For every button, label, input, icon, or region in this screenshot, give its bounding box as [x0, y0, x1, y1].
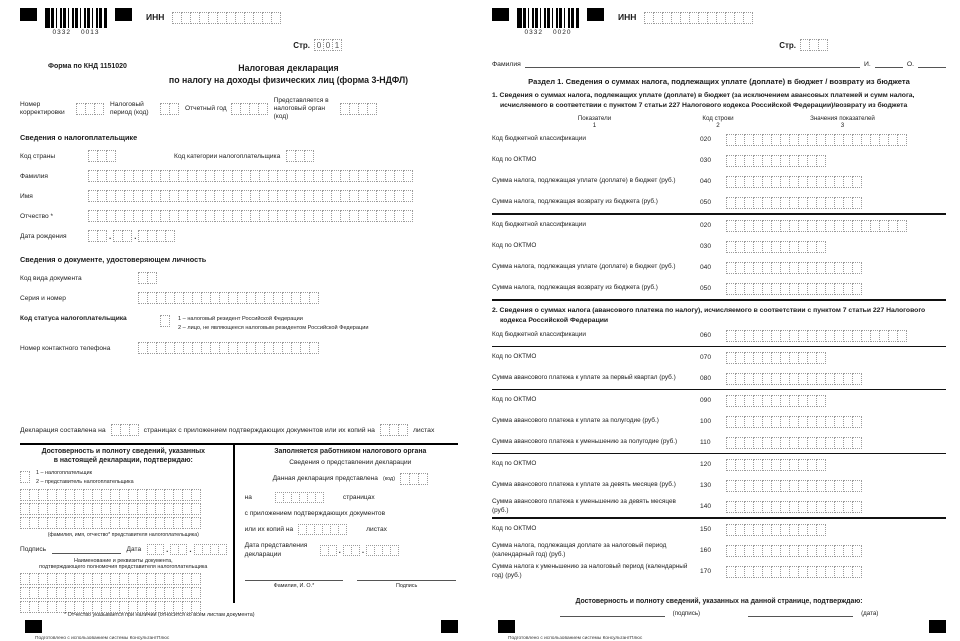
form-row	[492, 347, 946, 368]
consultantplus-note: Подготовлено с использованием системы КонсультантПлюс	[35, 636, 170, 641]
signature-label: Подпись	[20, 546, 47, 554]
submission-date-label-line2: декларации	[244, 550, 282, 558]
form-row	[492, 236, 946, 257]
barcode-block	[517, 8, 579, 36]
row-label: Сумма налога, подлежащая возврату из бюджета (руб.)	[492, 198, 658, 206]
row-code: 050	[700, 199, 712, 207]
confirmation-title-line2: в настоящей декларации, подтверждаю:	[53, 456, 193, 464]
official-fio-field[interactable]	[245, 571, 344, 581]
confirmation-title-line1: Достоверность и полноту сведений, указанных	[41, 448, 205, 455]
inn-input[interactable]	[172, 12, 281, 24]
submission-date-label-line1: Дата представления	[244, 541, 308, 549]
phone-input[interactable]	[138, 342, 319, 354]
registration-mark-square	[115, 8, 132, 21]
form-row	[492, 496, 946, 517]
form-row	[492, 171, 946, 192]
declaration-submitted-row	[245, 473, 456, 485]
row-input-cells[interactable]	[726, 330, 946, 342]
surname-row	[20, 170, 460, 182]
col-header-indicators: Показатели 1	[577, 115, 612, 130]
registration-mark-square	[929, 620, 946, 633]
pages-count-label3: листах	[412, 426, 435, 434]
form-row	[492, 519, 946, 540]
tax-period-group	[110, 101, 179, 117]
form-row	[492, 432, 946, 453]
row-code: 020	[700, 222, 712, 230]
form-title	[117, 63, 460, 87]
doc-type-row	[20, 272, 460, 284]
page-number-row	[20, 39, 342, 51]
confirmation-date-input[interactable]: . .	[147, 544, 226, 555]
submitted-code-label: (код)	[382, 475, 395, 482]
date-label: Дата	[126, 546, 142, 554]
pages-count-input[interactable]	[111, 424, 139, 436]
taxpayer-status-label: Код статуса налогоплательщика	[20, 315, 127, 323]
row-code: 140	[700, 503, 712, 511]
page-number-label: Стр.	[293, 40, 310, 50]
form-row	[492, 325, 946, 346]
official-pages-label: страницах	[342, 493, 375, 501]
taxpayer-status-input[interactable]	[160, 315, 170, 327]
row-code: 040	[700, 264, 712, 272]
barcode-number-right: 0013	[81, 29, 100, 36]
status-option-2: 2 – лицо, не являющееся налоговым резидентом Российской Федерации	[178, 324, 369, 331]
authority-doc-grid[interactable]	[20, 573, 227, 613]
page-2-section-1	[480, 0, 960, 641]
form-row	[492, 257, 946, 278]
row-input-cells[interactable]	[726, 545, 946, 557]
col-header-line-code: Код строки 2	[702, 115, 734, 130]
attachments-label: с приложением подтверждающих документов	[244, 509, 386, 517]
row-input-cells[interactable]	[726, 416, 946, 428]
doc-series-input[interactable]	[138, 292, 319, 304]
signature-field[interactable]	[52, 546, 120, 554]
surname-field[interactable]	[525, 59, 860, 68]
taxpayer-status-row	[20, 315, 460, 332]
barcode-number-right: 0020	[553, 29, 572, 36]
row-input-cells[interactable]	[726, 176, 946, 188]
page2-confirmation-title: Достоверность и полноту сведений, указанных на данной странице, подтверждаю:	[575, 598, 863, 605]
row-code: 110	[700, 439, 711, 447]
row-input-cells[interactable]	[726, 241, 946, 253]
surname-initials-row	[492, 59, 946, 68]
official-sign-block	[357, 571, 456, 589]
page1-header	[20, 8, 460, 36]
registration-mark-square	[587, 8, 604, 21]
category-code-label: Код категории налогоплательщика	[174, 152, 281, 160]
row-input-cells[interactable]	[726, 134, 946, 146]
form-row	[492, 540, 946, 561]
inn-input[interactable]	[644, 12, 753, 24]
form-knd-code: Форма по КНД 1151020	[48, 63, 127, 70]
page2-confirmation-block	[492, 598, 946, 617]
row-code: 030	[700, 243, 712, 251]
birthdate-label: Дата рождения	[20, 232, 67, 240]
row-label: Сумма налога, подлежащая уплате (доплате) в бюджет (руб.)	[492, 263, 676, 271]
submission-date-row	[245, 542, 456, 559]
official-use-title: Заполняется работником налогового органа	[274, 448, 427, 455]
page-number-label: Стр.	[779, 40, 796, 50]
row-code: 080	[700, 375, 712, 383]
patronymic-initial-field[interactable]	[918, 59, 946, 68]
declarant-type-input[interactable]	[20, 471, 30, 486]
tax-period-label: Налоговый период (код)	[110, 100, 149, 116]
registration-mark-square	[20, 8, 37, 21]
row-code: 120	[700, 461, 712, 469]
row-label: Сумма авансового платежа к уплате за девять месяцев (руб.)	[492, 481, 676, 489]
first-initial-field[interactable]	[875, 59, 903, 68]
form-row	[492, 411, 946, 432]
submitted-code-input[interactable]	[400, 473, 428, 485]
correction-number-input[interactable]	[76, 103, 104, 115]
row-input-cells[interactable]	[726, 197, 946, 209]
doc-type-label: Код вида документа	[20, 274, 82, 282]
official-fio-caption: Фамилия, И. О.*	[273, 583, 315, 589]
declarant-option-1: 1 – налогоплательщик	[36, 469, 92, 476]
official-fio-block	[245, 571, 344, 589]
authority-doc-caption-line2: подтверждающего полномочия представителя налогоплательщика	[39, 564, 208, 571]
registration-mark-square	[25, 620, 42, 633]
phone-row	[20, 342, 460, 354]
col-header-values: Значения показателей 3	[810, 115, 875, 130]
form-title-line1: Налоговая декларация	[238, 63, 339, 73]
correction-row	[20, 97, 460, 121]
section1-title: Раздел 1. Сведения о суммах налога, подлежащих уплате (доплате) в бюджет / возврату из бюджета	[528, 77, 910, 86]
country-row	[20, 150, 460, 162]
authority-doc-caption-line1: Наименование и реквизиты документа,	[73, 558, 173, 565]
report-year-group	[185, 103, 268, 115]
row-label: Сумма авансового платежа к уплате за полугодие (руб.)	[492, 417, 659, 425]
taxpayer-status-options	[178, 315, 368, 332]
row-label: Сумма авансового платежа к уменьшению за полугодие (руб.)	[492, 438, 678, 446]
row-code: 100	[700, 418, 712, 426]
row-label: Код бюджетной классификации	[492, 221, 586, 229]
patronymic-row	[20, 210, 460, 222]
row-code: 070	[700, 354, 712, 362]
row-code: 150	[700, 526, 712, 534]
submitted-label: Данная декларация представлена	[272, 475, 378, 483]
row-code: 060	[700, 332, 712, 340]
page2-signature-field[interactable]	[560, 609, 665, 617]
form-row	[492, 368, 946, 389]
on-label: на	[244, 493, 252, 501]
row-label: Код бюджетной классификации	[492, 331, 586, 339]
firstname-row	[20, 190, 460, 202]
row-code: 160	[700, 547, 712, 555]
firstname-input[interactable]	[88, 190, 413, 202]
copies-label: или их копий на	[244, 525, 294, 533]
form-title-line2: по налогу на доходы физических лиц (форма 3-НДФЛ)	[168, 74, 409, 85]
official-sheets-label: листах	[366, 525, 387, 533]
doc-type-input[interactable]	[138, 272, 157, 284]
row-input-cells[interactable]	[726, 283, 946, 295]
form-row	[492, 192, 946, 213]
country-code-label: Код страны	[20, 152, 56, 160]
row-code: 090	[700, 397, 712, 405]
tax-authority-group	[274, 97, 377, 121]
birthdate-input[interactable]: . .	[88, 230, 175, 242]
row-code: 130	[700, 482, 712, 490]
row-input-cells[interactable]	[726, 566, 946, 578]
row-code: 170	[700, 568, 712, 576]
registration-mark-square	[492, 8, 509, 21]
first-initial-label: И.	[864, 61, 871, 68]
page2-signature-caption: (подпись)	[672, 610, 701, 617]
block-divider	[492, 299, 946, 301]
patronymic-footnote: * Отчество указывается при наличии (относится ко всем листам документа)	[64, 612, 255, 618]
surname-label: Фамилия	[20, 172, 48, 180]
confirmation-column	[20, 445, 235, 603]
barcode-number-left: 0332	[524, 29, 543, 36]
declarant-type-row	[20, 469, 227, 486]
barcode-image	[517, 8, 579, 28]
row-label: Код по ОКТМО	[492, 242, 537, 250]
page-number-input[interactable]: 0 0 1	[314, 39, 342, 51]
subsection2-heading: 2. Сведения о суммах налога (авансового платежа по налогу), исчисляемого в соответствии с пунктом 7 статьи 227 Налогового кодекса Российской Федерации	[492, 307, 926, 324]
report-year-input[interactable]	[231, 103, 268, 115]
form-row	[492, 475, 946, 496]
row-label: Сумма налога к уменьшению за налоговый период (календарный год) (руб.)	[492, 563, 688, 579]
pages-count-label2: страницах с приложением подтверждающих документов или их копий на	[143, 426, 375, 434]
country-code-input[interactable]	[88, 150, 116, 162]
tax-period-input[interactable]	[160, 103, 179, 115]
tax-authority-label: Представляется в налоговый орган (код)	[273, 96, 329, 120]
official-pages-input[interactable]	[275, 492, 324, 503]
signature-date-row	[20, 544, 227, 555]
patronymic-input[interactable]	[88, 210, 413, 222]
tax-authority-input[interactable]	[340, 103, 377, 115]
patronymic-initial-label: О.	[906, 61, 914, 68]
doc-series-row	[20, 292, 460, 304]
barcode-image	[45, 8, 107, 28]
row-label: Сумма налога, подлежащая возврату из бюджета (руб.)	[492, 284, 658, 292]
correction-number-label: Номер корректировки	[20, 100, 65, 116]
row-label: Код по ОКТМО	[492, 460, 537, 468]
submission-date-label	[245, 542, 315, 559]
form-row	[492, 390, 946, 411]
identity-document-section-heading: Сведения о документе, удостоверяющем личность	[20, 255, 207, 265]
correction-number-group	[20, 101, 104, 117]
taxpayer-section-heading: Сведения о налогоплательщике	[20, 133, 138, 143]
row-input-cells[interactable]	[726, 480, 946, 492]
inn-label: ИНН	[146, 12, 165, 22]
barcode-numbers	[53, 29, 100, 36]
registration-mark-square	[441, 620, 458, 633]
row-label: Код бюджетной классификации	[492, 135, 586, 143]
official-use-subtitle: Сведения о представлении декларации	[289, 458, 412, 466]
row-input-cells[interactable]	[726, 220, 946, 232]
official-sheets-input[interactable]	[298, 524, 347, 535]
surname-label: Фамилия	[492, 61, 521, 68]
representative-fio-caption: (фамилия, имя, отчество* представителя налогоплательщика)	[47, 532, 199, 539]
table-column-headers	[492, 115, 946, 129]
page2-date-field[interactable]	[748, 609, 853, 617]
row-label: Сумма налога, подлежащая доплате за налоговый период (календарный год) (руб.)	[492, 542, 667, 558]
bottom-two-column-block	[20, 443, 458, 603]
row-label: Сумма авансового платежа к уплате за первый квартал (руб.)	[492, 374, 676, 382]
phone-label: Номер контактного телефона	[20, 344, 111, 352]
row-label: Сумма авансового платежа к уменьшению за девять месяцев (руб.)	[492, 498, 676, 514]
subsection1-heading: 1. Сведения о суммах налога, подлежащих уплате (доплате) в бюджет (за исключением авансовых платежей и сумм налога, исчисляемого в соответствии с пунктом 7 статьи 227 Налогового кодекса Российской Федерации)/возврату из бюджета	[492, 92, 915, 109]
representative-fio-grid[interactable]	[20, 489, 227, 529]
submission-date-input[interactable]: . .	[320, 545, 399, 556]
declarant-type-options	[36, 469, 134, 486]
sheets-count-input[interactable]	[380, 424, 408, 436]
row-label: Код по ОКТМО	[492, 396, 537, 404]
form-row	[492, 129, 946, 150]
row-input-cells[interactable]	[726, 352, 946, 364]
registration-mark-square	[498, 620, 515, 633]
official-use-column	[235, 445, 458, 603]
pages-count-line	[20, 424, 458, 436]
row-label: Код по ОКТМО	[492, 353, 537, 361]
row-code: 040	[700, 178, 712, 186]
form-row	[492, 561, 946, 582]
row-code: 030	[700, 157, 712, 165]
doc-series-label: Серия и номер	[20, 294, 66, 302]
page2-header	[492, 8, 946, 36]
row-code: 050	[700, 285, 712, 293]
page-number-row	[492, 39, 828, 51]
barcode-numbers	[525, 29, 572, 36]
row-input-cells[interactable]	[726, 155, 946, 167]
row-input-cells[interactable]	[726, 262, 946, 274]
official-signature-block	[245, 571, 456, 589]
consultantplus-note: Подготовлено с использованием системы КонсультантПлюс	[508, 636, 643, 641]
row-input-cells[interactable]	[726, 395, 946, 407]
authority-doc-caption	[20, 558, 227, 570]
row-input-cells[interactable]	[726, 459, 946, 471]
official-pages-row	[245, 492, 456, 503]
form-row	[492, 454, 946, 475]
pages-count-label1: Декларация составлена на	[20, 426, 106, 434]
page2-date-caption: (дата)	[861, 610, 879, 617]
official-sign-caption: Подпись	[395, 583, 418, 589]
page2-signature-row	[492, 609, 946, 617]
confirmation-title	[20, 448, 227, 466]
official-sign-field[interactable]	[357, 571, 456, 581]
official-sheets-row	[245, 524, 456, 535]
row-code: 020	[700, 136, 712, 144]
status-option-1: 1 – налоговый резидент Российской Федерации	[178, 316, 303, 323]
category-code-input[interactable]	[286, 150, 314, 162]
barcode-number-left: 0332	[52, 29, 71, 36]
declarant-option-2: 2 – представитель налогоплательщика	[36, 478, 134, 485]
row-input-cells[interactable]	[726, 524, 946, 536]
row-label: Код по ОКТМО	[492, 156, 537, 164]
form-row	[492, 278, 946, 299]
form-title-block	[20, 63, 460, 87]
birthdate-row	[20, 230, 460, 242]
inn-label: ИНН	[618, 12, 637, 22]
form-row	[492, 215, 946, 236]
row-input-cells[interactable]	[726, 437, 946, 449]
row-label: Код по ОКТМО	[492, 525, 537, 533]
report-year-label: Отчетный год	[185, 104, 227, 112]
row-input-cells[interactable]	[726, 501, 946, 513]
surname-input[interactable]	[88, 170, 413, 182]
page-number-input[interactable]	[800, 39, 828, 51]
patronymic-label: Отчество *	[20, 212, 54, 220]
row-label: Сумма налога, подлежащая уплате (доплате) в бюджет (руб.)	[492, 177, 676, 185]
row-input-cells[interactable]	[726, 373, 946, 385]
form-row	[492, 150, 946, 171]
firstname-label: Имя	[20, 192, 33, 200]
barcode-block	[45, 8, 107, 36]
